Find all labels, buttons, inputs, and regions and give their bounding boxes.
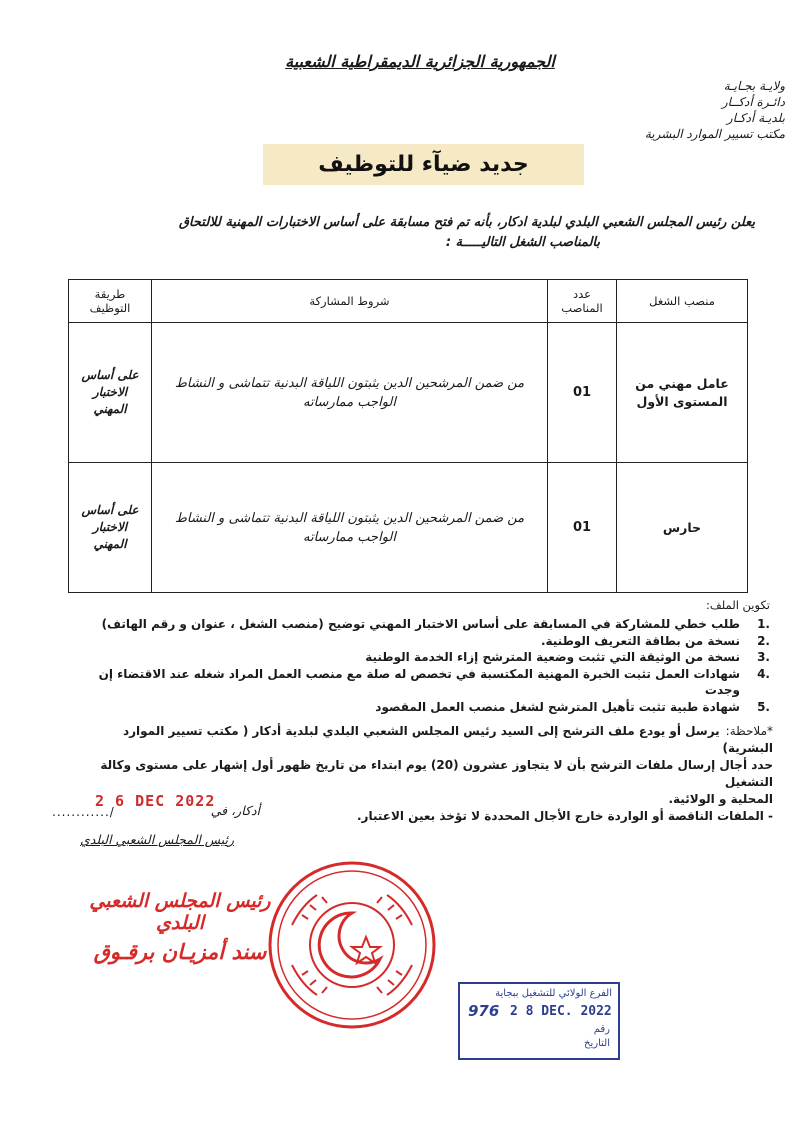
item-number: 3. xyxy=(757,650,770,664)
wilaya-line: ولايـة بجـايـة xyxy=(723,79,785,93)
item-number: 5. xyxy=(757,699,770,714)
item-text: نسخة من بطاقة التعريف الوطنية. xyxy=(540,633,740,648)
cell-conditions: من ضمن المرشحين الدين يثبتون اللياقة البدنية تتماشى و النشاط الواجب ممارساته xyxy=(152,463,548,593)
list-item xyxy=(80,616,770,633)
stamp-label-date: التاريخ xyxy=(584,1038,610,1049)
item-text: شهادات العمل تثبت الخبرة المهنية المكتسبة في تخصص له صلة مع منصب العمل المراد شغله عند الاقتضاء إن وجدت xyxy=(98,666,740,697)
cell-method: على أساس الاختبار المهني xyxy=(69,463,152,593)
place-label: أدكار، في xyxy=(210,803,260,818)
stamp-number: 976 xyxy=(468,1002,500,1020)
item-number: 4. xyxy=(757,666,770,681)
stamp-name: سند أمزيـان برقـوق xyxy=(93,940,267,964)
cell-post: عامل مهني من المستوى الأول xyxy=(617,323,748,463)
header-count: عدد المناصب xyxy=(548,280,617,323)
list-item xyxy=(80,699,770,716)
announcement xyxy=(95,213,755,253)
item-number: 2. xyxy=(757,633,770,648)
cell-conditions: من ضمن المرشحين الدين يثبتون اللياقة البدنية تتماشى و النشاط الواجب ممارساته xyxy=(152,323,548,463)
notes-heading: *ملاحظة: xyxy=(725,724,773,738)
note-line: حدد أجال إرسال ملفات الترشح بأن لا يتجاوز عشرون (20) يوم ابتداء من تاريخ ظهور أول إشهار على مستوى وكالة التشغيل xyxy=(100,758,773,789)
note-line xyxy=(70,723,773,757)
watermark-banner: جديد ضيآء للتوظيف xyxy=(263,144,584,185)
stamp-date: 2 8 DEC. 2022 xyxy=(510,1004,612,1019)
office-line: مكتب تسيير الموارد البشرية xyxy=(644,127,785,141)
item-text: طلب خطي للمشاركة في المسابقة على أساس الاختبار المهني توضيح (منصب الشغل ، عنوان و رقم الهاتف) xyxy=(101,617,740,631)
cell-post: حارس xyxy=(617,463,748,593)
note-text: يرسل أو يودع ملف الترشح إلى السيد رئيس المجلس الشعبي البلدي لبلدية أدكار ( مكتب تسيير الموارد البشرية) xyxy=(122,724,773,755)
president-title: رئيس المجلس الشعبي البلدي xyxy=(80,832,234,847)
header-method: طريقة التوظيف xyxy=(69,280,152,323)
announcement-line-1: يعلن رئيس المجلس الشعبي البلدي لبلدية ادكار، بأنه تم فتح مسابقة على أساس الاختبارات المهنية للالتحاق xyxy=(178,215,755,230)
announcement-line-2: بالمناصب الشغل التاليـــــة : xyxy=(445,235,600,250)
list-item xyxy=(80,633,770,650)
stamp-agency: الفرع الولائي للتشغيل ببجاية xyxy=(495,988,612,999)
stamp-title: رئيس المجلس الشعبي البلدي xyxy=(89,890,271,934)
table-header-row xyxy=(69,280,748,323)
stamp-label-number: رقم xyxy=(593,1024,610,1035)
jobs-table xyxy=(68,279,748,593)
date-dots: ............/ xyxy=(52,805,115,819)
official-seal-icon xyxy=(262,855,442,1035)
file-items-list xyxy=(80,616,770,715)
item-text: شهادة طبية تثبت تأهيل المترشح لشغل منصب العمل المقصود xyxy=(375,699,740,714)
cell-count: 01 xyxy=(548,463,617,593)
republic-title: الجمهورية الجزائرية الديمقراطية الشعبية xyxy=(285,52,555,71)
cell-method: على أساس الاختبار المهني xyxy=(69,323,152,463)
item-number: 1. xyxy=(757,617,770,631)
list-item xyxy=(80,666,770,699)
file-label: تكوين الملف: xyxy=(705,598,770,612)
reception-stamp xyxy=(458,982,620,1060)
cell-count: 01 xyxy=(548,323,617,463)
note-line: - الملفات الناقصة أو الواردة خارج الأجال المحددة لا تؤخذ بعين الاعتبار. xyxy=(356,809,773,823)
daira-line: دائـرة أدكــار xyxy=(721,95,785,109)
admin-header xyxy=(600,78,785,142)
commune-line: بلديـة أدكـار xyxy=(726,111,785,125)
header-conditions: شروط المشاركة xyxy=(152,280,548,323)
note-line: المحلية و الولائية. xyxy=(668,792,773,806)
item-text: نسخة من الوثيقة التي تثبت وضعية المترشح إزاء الخدمة الوطنية xyxy=(365,650,740,664)
list-item xyxy=(80,649,770,666)
table-row xyxy=(69,463,748,593)
header-post: منصب الشغل xyxy=(617,280,748,323)
date-stamp: 2 6 DEC 2022 xyxy=(95,792,216,810)
table-row xyxy=(69,323,748,463)
